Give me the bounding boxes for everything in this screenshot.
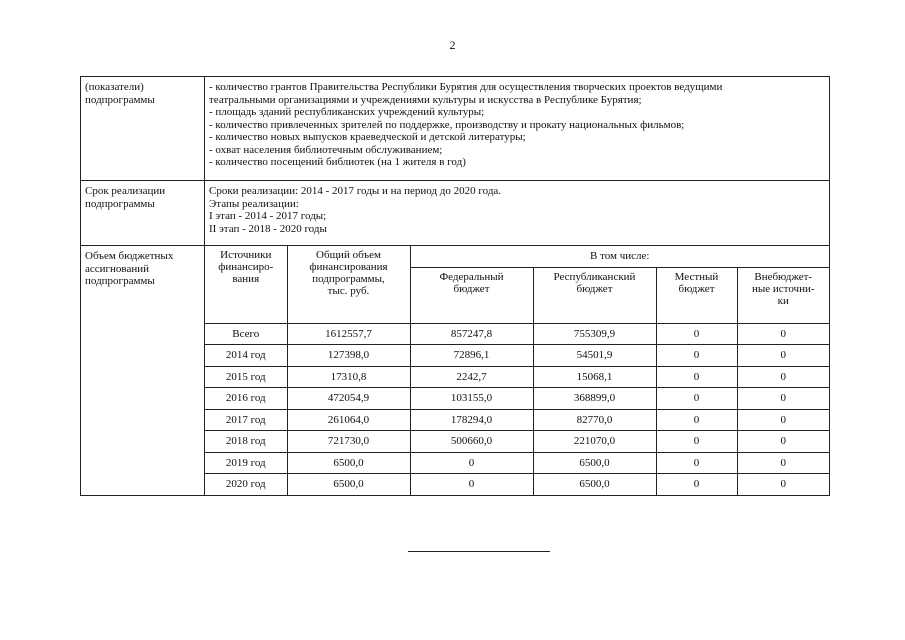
indicator-line: - количество привлеченных зрителей по поддержке, производству и прокату национальных фильмов; — [209, 118, 685, 131]
table-row — [205, 323, 829, 345]
cell-federal: 72896,1 — [410, 345, 533, 367]
cell-total: 17310,8 — [287, 366, 410, 388]
row-term-label — [81, 181, 205, 246]
cell-republic: 54501,9 — [533, 345, 656, 367]
cell-local: 0 — [656, 323, 737, 345]
cell-federal: 0 — [410, 474, 533, 495]
row-indicators-content — [205, 77, 830, 181]
term-line: I этап - 2014 - 2017 годы; — [209, 210, 327, 222]
indicator-line: - количество новых выпусков краеведческой и детской литературы; — [209, 131, 526, 143]
cell-local: 0 — [656, 388, 737, 410]
row-term — [81, 181, 830, 246]
term-line: II этап - 2018 - 2020 годы — [209, 222, 327, 235]
header-including: В том числе: — [410, 246, 829, 267]
row-term-content — [205, 181, 830, 246]
cell-federal: 103155,0 — [410, 388, 533, 410]
row-indicators — [81, 77, 830, 181]
indicator-line: - площадь зданий республиканских учреждений культуры; — [209, 106, 485, 118]
table-row — [205, 366, 829, 388]
cell-source: 2017 год — [205, 409, 287, 431]
indicator-line: - количество посещений библиотек (на 1 жителя в год) — [209, 156, 466, 168]
row-budget — [81, 246, 830, 496]
cell-source: 2014 год — [205, 345, 287, 367]
cell-source: 2019 год — [205, 452, 287, 474]
header-republic: Республиканский бюджет — [533, 267, 656, 323]
cell-extra: 0 — [737, 409, 829, 431]
budget-header-row — [205, 246, 829, 267]
cell-republic: 6500,0 — [533, 452, 656, 474]
header-total: Общий объем финансирования подпрограммы, тыс. руб. — [287, 246, 410, 323]
cell-federal: 857247,8 — [410, 323, 533, 345]
indicator-line: театральными организациями и учреждениями культуры и искусства в Республике Бурятия; — [209, 93, 642, 106]
cell-republic: 82770,0 — [533, 409, 656, 431]
cell-federal: 178294,0 — [410, 409, 533, 431]
cell-federal: 0 — [410, 452, 533, 474]
cell-local: 0 — [656, 474, 737, 495]
cell-total: 1612557,7 — [287, 323, 410, 345]
cell-republic: 368899,0 — [533, 388, 656, 410]
cell-source: 2018 год — [205, 431, 287, 453]
table-row — [205, 474, 829, 495]
header-federal: Федеральный бюджет — [410, 267, 533, 323]
table-row — [205, 452, 829, 474]
table-row — [205, 345, 829, 367]
term-line: Этапы реализации: — [209, 197, 299, 210]
cell-total: 6500,0 — [287, 452, 410, 474]
cell-extra: 0 — [737, 345, 829, 367]
budget-table — [205, 246, 829, 495]
cell-local: 0 — [656, 409, 737, 431]
cell-source: 2020 год — [205, 474, 287, 495]
cell-republic: 755309,9 — [533, 323, 656, 345]
cell-local: 0 — [656, 431, 737, 453]
row-indicators-label — [81, 77, 205, 181]
cell-total: 261064,0 — [287, 409, 410, 431]
table-row — [205, 388, 829, 410]
footer-divider — [408, 551, 550, 552]
cell-republic: 6500,0 — [533, 474, 656, 495]
cell-extra: 0 — [737, 474, 829, 495]
cell-extra: 0 — [737, 323, 829, 345]
header-local: Местный бюджет — [656, 267, 737, 323]
cell-federal: 2242,7 — [410, 366, 533, 388]
label-line: подпрограммы — [85, 93, 155, 106]
label-line: подпрограммы — [85, 275, 155, 287]
page-number: 2 — [449, 38, 456, 52]
header-extra: Внебюджет- ные источни- ки — [737, 267, 829, 323]
cell-total: 6500,0 — [287, 474, 410, 495]
cell-total: 472054,9 — [287, 388, 410, 410]
cell-local: 0 — [656, 366, 737, 388]
header-source: Источники финансиро- вания — [205, 246, 287, 323]
cell-republic: 15068,1 — [533, 366, 656, 388]
cell-source: 2016 год — [205, 388, 287, 410]
cell-local: 0 — [656, 345, 737, 367]
cell-total: 721730,0 — [287, 431, 410, 453]
indicator-line: - охват населения библиотечным обслуживанием; — [209, 143, 443, 156]
cell-extra: 0 — [737, 431, 829, 453]
cell-extra: 0 — [737, 388, 829, 410]
row-budget-content — [205, 246, 830, 496]
cell-local: 0 — [656, 452, 737, 474]
term-line: Сроки реализации: 2014 - 2017 годы и на период до 2020 года. — [209, 185, 502, 197]
table-row — [205, 409, 829, 431]
cell-source: Всего — [205, 323, 287, 345]
label-line: ассигнований — [85, 262, 150, 275]
passport-table — [80, 76, 830, 496]
cell-republic: 221070,0 — [533, 431, 656, 453]
cell-extra: 0 — [737, 366, 829, 388]
label-line: (показатели) — [85, 81, 144, 93]
cell-source: 2015 год — [205, 366, 287, 388]
indicator-line: - количество грантов Правительства Республики Бурятия для осуществления творческих проектов ведущими — [209, 81, 723, 93]
row-budget-label — [81, 246, 205, 496]
table-row — [205, 431, 829, 453]
cell-total: 127398,0 — [287, 345, 410, 367]
label-line: Объем бюджетных — [85, 250, 174, 262]
cell-federal: 500660,0 — [410, 431, 533, 453]
cell-extra: 0 — [737, 452, 829, 474]
label-line: Срок реализации — [85, 185, 166, 197]
label-line: подпрограммы — [85, 197, 155, 210]
